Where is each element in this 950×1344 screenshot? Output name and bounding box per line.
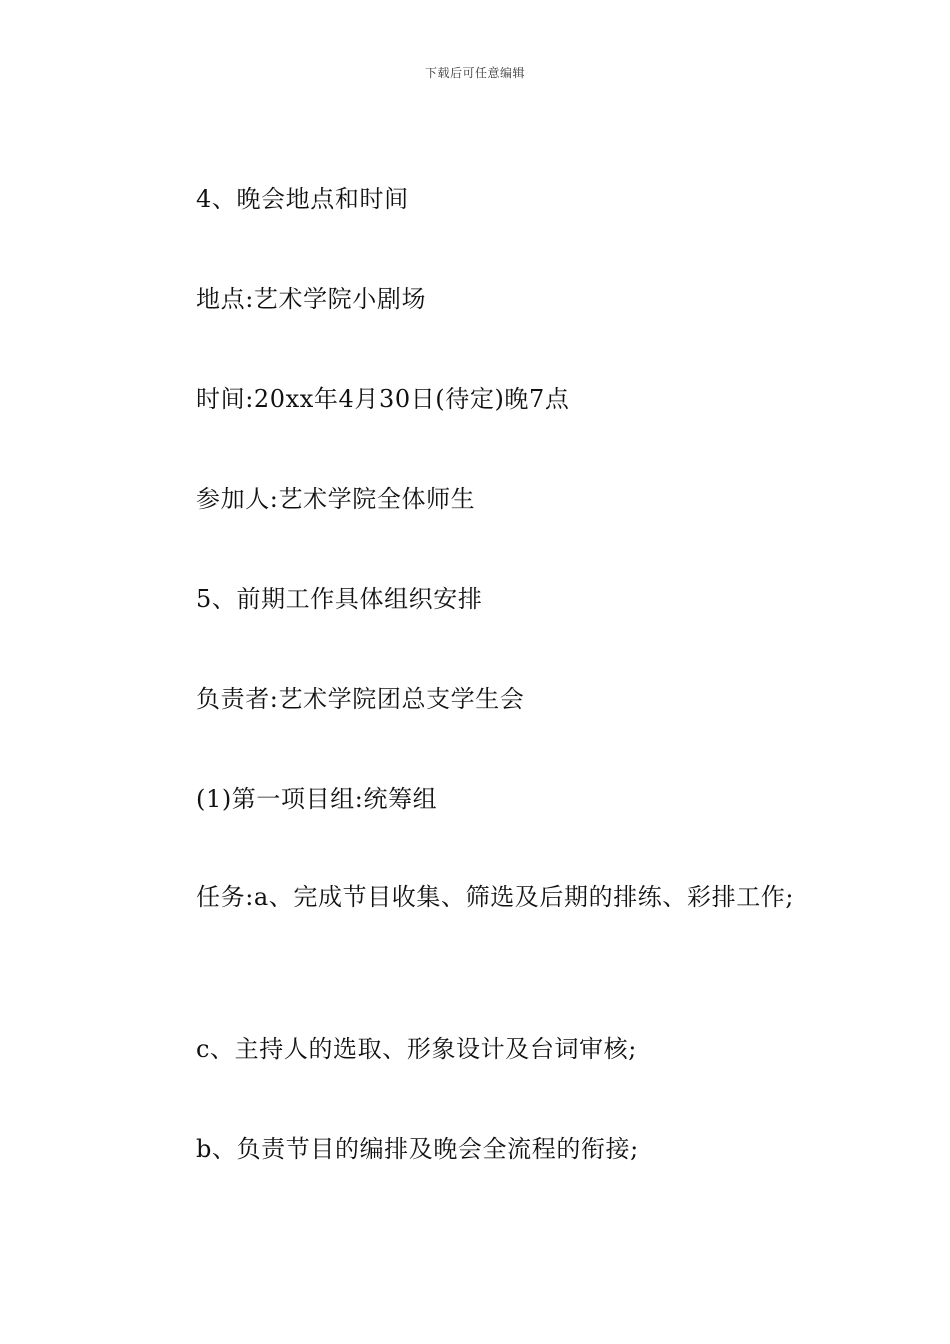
participants-line: 参加人:艺术学院全体师生 [196,485,476,513]
time-line: 时间:20xx年4月30日(待定)晚7点 [196,385,570,413]
section-heading-venue-time: 4、晚会地点和时间 [196,185,409,213]
task-b-line: b、负责节目的编排及晚会全流程的衔接; [196,1135,639,1163]
responsible-line: 负责者:艺术学院团总支学生会 [196,685,525,713]
venue-line: 地点:艺术学院小剧场 [196,285,427,313]
task-c-line: c、主持人的选取、形象设计及台词审核; [196,1035,637,1063]
page-header: 下载后可任意编辑 [424,66,525,80]
section-heading-arrangement: 5、前期工作具体组织安排 [196,585,483,613]
task-a-line: 任务:a、完成节目收集、筛选及后期的排练、彩排工作; [196,883,795,911]
project-group-line: (1)第一项目组:统筹组 [196,785,438,813]
